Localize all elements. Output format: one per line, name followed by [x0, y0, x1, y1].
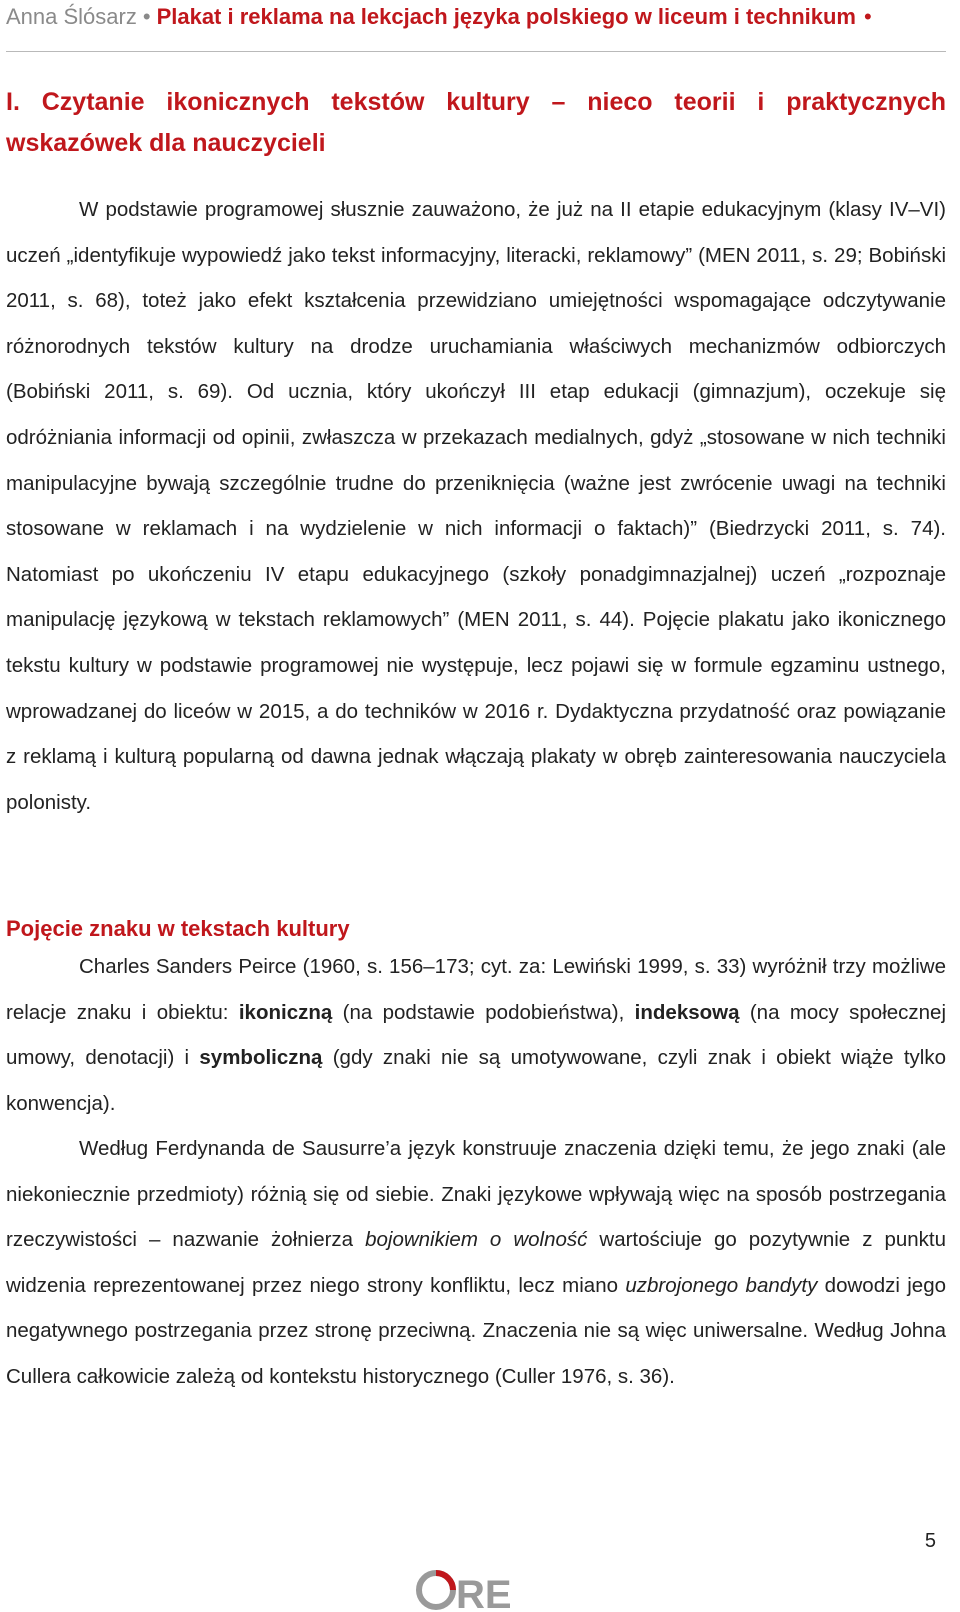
page-number: 5	[924, 1530, 936, 1552]
term-symbolic: symboliczną	[199, 1046, 323, 1070]
paragraph-curriculum: W podstawie programowej słusznie zauważono, że już na II etapie edukacyjnym (klasy IV–VI) uczeń „identyfikuje wypowiedź jako tekst informacyjny, literacki, reklamowy” (MEN 2011, s. 29; Bobiński 2011, s. 68), toteż jako efekt kształcenia przewidziano umiejętności wspomagające odczytywanie różnorodnych tekstów kultury na drodze uruchamiania właściwych mechanizmów odbiorczych (Bobiński 2011, s. 69). Od ucznia, który ukończył III etap edukacji (gimnazjum), oczekuje się odróżniania informacji od opinii, zwłaszcza w przekazach medialnych, gdyż „stosowane w nich techniki manipulacyjne bywają szczególnie trudne do przeniknięcia (ważne jest zwrócenie uwagi na techniki stosowane w reklamach i na wydzielenie w nich informacji o faktach)” (Biedrzycki 2011, s. 74). Natomiast po ukończeniu IV etapu edukacyjnego (szkoły ponadgimnazjalnej) uczeń „rozpoznaje manipulację językową w tekstach reklamowych” (MEN 2011, s. 44). Pojęcie plakatu jako ikonicznego tekstu kultury w podstawie programowej nie występuje, lecz pojawi się w formule egzaminu ustnego, wprowadzanej do liceów w 2015, a do techników w 2016 r. Dydaktyczna przydatność oraz powiązanie z reklamą i kulturą popularną od dawna jednak włączają plakaty w obręb zainteresowania nauczyciela polonisty.	[6, 198, 946, 814]
paragraph-saussure-text-2: wartościuje go pozytywnie z punktu widzenia reprezentowanej przez niego strony konfliktu, lecz miano	[6, 1228, 947, 1297]
paragraph-peirce-text-2: (na podstawie podobieństwa),	[332, 1000, 635, 1024]
term-indexical: indeksową	[634, 1000, 740, 1024]
section-heading: I. Czytanie ikonicznych tekstów kultury – nieco teorii i praktycznych wskazówek dla nauczycieli	[6, 88, 946, 157]
running-header	[6, 2, 946, 32]
subsection-heading: Pojęcie znaku w tekstach kultury	[6, 916, 350, 941]
paragraph-saussure-text-3: dowodzi jego negatywnego postrzegania przez stronę przeciwną. Znaczenia nie są więc uniwersalne. Według Johna Cullera całkowicie zależą od kontekstu historycznego (Culler 1976, s. 36).	[6, 1273, 946, 1388]
svg-text:RE: RE	[456, 1573, 512, 1612]
paragraph-peirce-text-3: (na mocy społecznej umowy, denotacji) i	[6, 1000, 947, 1070]
paragraph-peirce-text-1: Charles Sanders Peirce (1960, s. 156–173; cyt. za: Lewiński 1999, s. 33) wyróżnił trzy możliwe relacje znaku i obiektu:	[6, 955, 946, 1024]
paragraph-peirce	[6, 944, 946, 1126]
ore-logo	[414, 1566, 524, 1612]
header-title: Plakat i reklama na lekcjach języka polskiego w liceum i technikum	[156, 4, 856, 29]
paragraph-saussure-text-1: Według Ferdynanda de Sausurre’a język konstruuje znaczenia dzięki temu, że jego znaki (ale niekoniecznie przedmioty) różnią się od siebie. Znaki językowe wpływają więc na sposób postrzegania rzeczywistości – nazwanie żołnierza	[6, 1137, 946, 1252]
header-divider	[6, 51, 946, 52]
paragraph-saussure	[6, 1126, 946, 1400]
phrase-armed-bandit: uzbrojonego bandyty	[625, 1273, 818, 1297]
header-author: Anna Ślósarz	[6, 4, 137, 29]
header-bullet-end: •	[864, 4, 872, 29]
phrase-freedom-fighter: bojownikiem o wolność	[365, 1228, 588, 1252]
header-bullet: •	[142, 4, 151, 29]
paragraph-peirce-text-4: (gdy znaki nie są umotywowane, czyli znak i obiekt wiąże tylko konwencja).	[6, 1046, 947, 1115]
term-iconic: ikoniczną	[238, 1000, 333, 1024]
